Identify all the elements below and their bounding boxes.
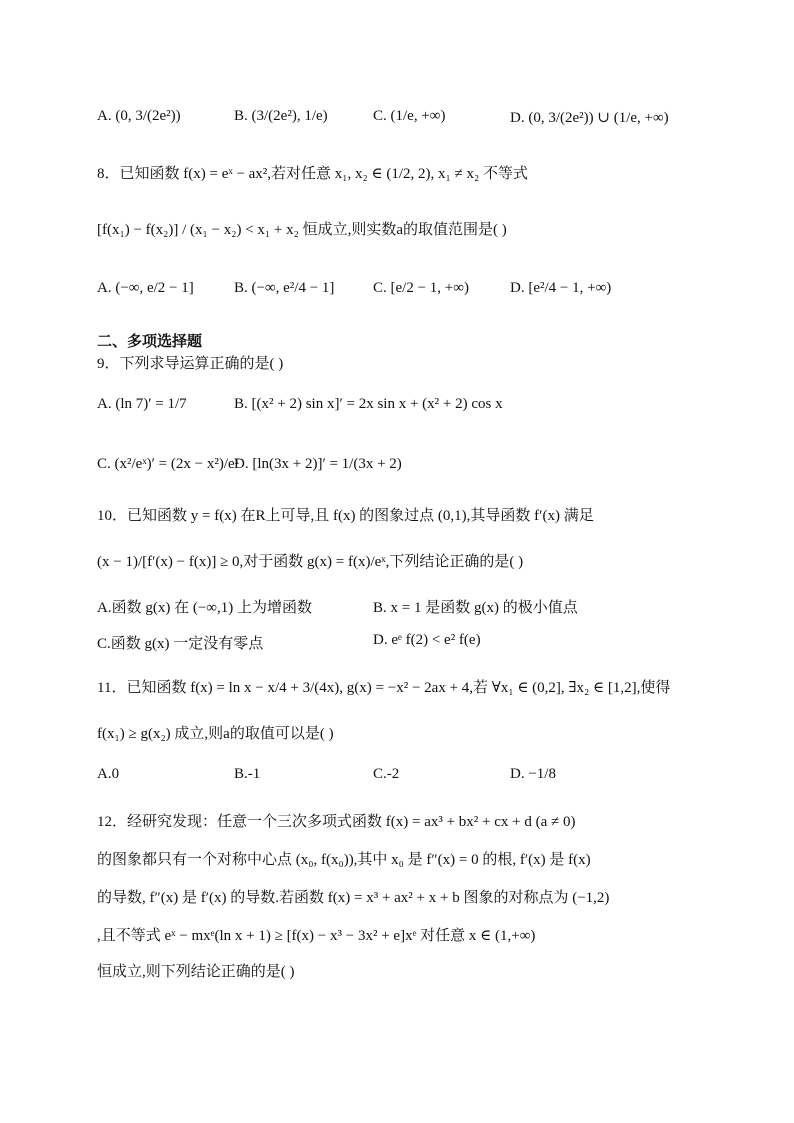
q8-stem-line2: [f(x₁) − f(x₂)] / (x₁ − x₂) < x₁ + x₂ 恒成立,则实数a的取值范围是( ): [97, 222, 507, 238]
q10-option-d[interactable]: D. eᵉ f(2) < e² f(e): [373, 632, 481, 648]
q9-stem: 9．下列求导运算正确的是( ): [97, 356, 284, 372]
q7-option-a[interactable]: A. (0, 3/(2e²)): [97, 108, 181, 124]
q12-stem-line4: ,且不等式 eˣ − mxᵉ(ln x + 1) ≥ [f(x) − x³ − 3x² + e]xᵉ 对任意 x ∈ (1,+∞): [97, 928, 536, 944]
q10-option-a[interactable]: A.函数 g(x) 在 (−∞,1) 上为增函数: [97, 600, 312, 616]
q8-option-a[interactable]: A. (−∞, e/2 − 1]: [97, 280, 194, 296]
q10-option-b[interactable]: B. x = 1 是函数 g(x) 的极小值点: [373, 600, 578, 616]
q9-option-c[interactable]: C. (x²/eˣ)′ = (2x − x²)/eˣ: [97, 456, 240, 472]
q12-stem-line3: 的导数, f″(x) 是 f′(x) 的导数.若函数 f(x) = x³ + ax² + x + b 图象的对称点为 (−1,2): [97, 890, 610, 906]
q12-stem-line1: 12．经研究发现：任意一个三次多项式函数 f(x) = ax³ + bx² + cx + d (a ≠ 0): [97, 814, 576, 830]
q11-option-b[interactable]: B.-1: [234, 766, 261, 782]
q10-stem-line1: 10．已知函数 y = f(x) 在R上可导,且 f(x) 的图象过点 (0,1),其导函数 f′(x) 满足: [97, 508, 594, 524]
q10-stem-line2: (x − 1)/[f′(x) − f(x)] ≥ 0,对于函数 g(x) = f(x)/eˣ,下列结论正确的是( ): [97, 554, 524, 570]
q7-option-c[interactable]: C. (1/e, +∞): [373, 108, 446, 124]
q8-stem-line1: 8．已知函数 f(x) = eˣ − ax²,若对任意 x₁, x₂ ∈ (1/2, 2), x₁ ≠ x₂ 不等式: [97, 166, 528, 182]
q11-option-c[interactable]: C.-2: [373, 766, 400, 782]
q8-option-c[interactable]: C. [e/2 − 1, +∞): [373, 280, 469, 296]
q8-option-b[interactable]: B. (−∞, e²/4 − 1]: [234, 280, 335, 296]
q8-option-d[interactable]: D. [e²/4 − 1, +∞): [510, 280, 612, 296]
q10-option-c[interactable]: C.函数 g(x) 一定没有零点: [97, 636, 264, 652]
q7-option-d[interactable]: D. (0, 3/(2e²)) ∪ (1/e, +∞): [510, 110, 669, 126]
q11-option-d[interactable]: D. −1/8: [510, 766, 556, 782]
q12-stem-line2: 的图象都只有一个对称中心点 (x₀, f(x₀)),其中 x₀ 是 f″(x) = 0 的根, f′(x) 是 f(x): [97, 852, 591, 868]
q11-stem-line2: f(x₁) ≥ g(x₂) 成立,则a的取值可以是( ): [97, 726, 334, 742]
q9-option-d[interactable]: D. [ln(3x + 2)]′ = 1/(3x + 2): [234, 456, 402, 472]
q12-stem-line5: 恒成立,则下列结论正确的是( ): [97, 964, 295, 980]
q7-option-b[interactable]: B. (3/(2e²), 1/e): [234, 108, 328, 124]
section-title: 二、多项选择题: [97, 332, 203, 350]
q11-option-a[interactable]: A.0: [97, 766, 120, 782]
q11-stem-line1: 11．已知函数 f(x) = ln x − x/4 + 3/(4x), g(x) = −x² − 2ax + 4,若 ∀x₁ ∈ (0,2], ∃x₂ ∈ [1,2],使得: [97, 680, 671, 696]
q9-option-a[interactable]: A. (ln 7)′ = 1/7: [97, 396, 187, 412]
q9-option-b[interactable]: B. [(x² + 2) sin x]′ = 2x sin x + (x² + 2) cos x: [234, 396, 503, 412]
